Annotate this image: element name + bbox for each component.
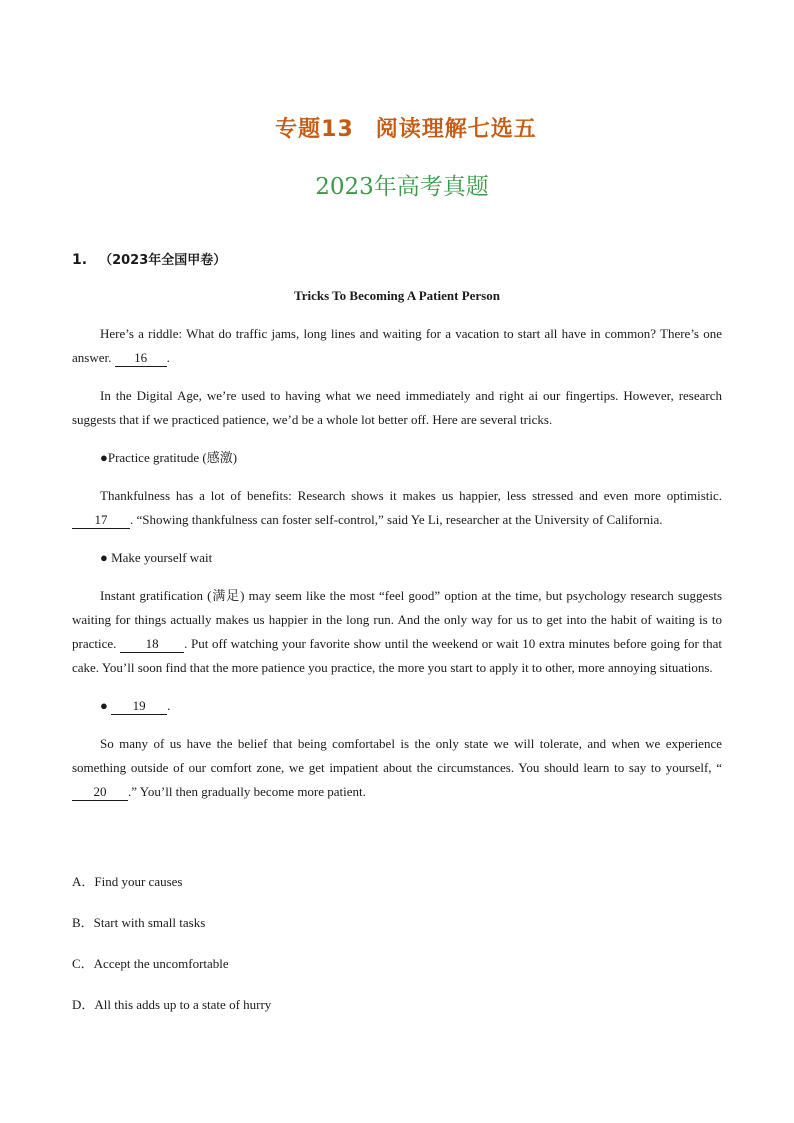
paragraph-4: Instant gratification (满足) may seem like the most “feel good” option at the time, but psychology research suggests waiting for things actually makes us happier in the long run. And the only way for us to get into the habit of waiting is to practice. 18 . Put off watching your favorite show until the weekend or wait 10 extra minutes before going for that cake. You’ll soon find that the more patience you practice, the more you start to apply it to other, more annoying situations. — [72, 588, 722, 675]
bullet-practice-gratitude: ●Practice gratitude (感激) — [100, 450, 238, 465]
answer-options — [72, 873, 271, 1037]
paragraph-3: Thankfulness has a lot of benefits: Research shows it makes us happier, less stressed and even more optimistic. 17 . “Showing thankfulness can foster self-control,” said Ye Li, researcher at the University of California. — [72, 484, 722, 532]
paragraph-5: So many of us have the belief that being comfortabel is the only state we will tolerate, and when we experience something outside of our comfort zone, we get impatient about the circumstances. You should learn to say to yourself, “20 .” You’ll then gradually become more patient. — [72, 736, 722, 799]
option-c: C．Accept the uncomfortable — [72, 956, 229, 971]
paragraph-2: In the Digital Age, we’re used to having what we need immediately and right ai our fingertips. However, research suggests that if we practiced patience, we’d be a whole lot better off. Here are several tricks. — [72, 388, 722, 427]
question-number: 1. — [72, 252, 88, 268]
blank-16: 16 — [115, 350, 167, 367]
question-header — [72, 249, 226, 268]
paragraph-1: Here’s a riddle: What do traffic jams, long lines and waiting for a vacation to start all have in common? There’s one answer. 16 . — [72, 326, 722, 365]
blank-20: 20 — [72, 784, 128, 801]
option-d: D．All this adds up to a state of hurry — [72, 997, 272, 1012]
question-source: （2023年全国甲卷） — [99, 253, 227, 268]
blank-17: 17 — [72, 512, 130, 529]
blank-18: 18 — [120, 636, 184, 653]
page-subtitle: 2023年高考真题 — [315, 174, 489, 200]
title-topic-number: 专题13 — [275, 117, 354, 142]
bullet-blank-19: ● 19 . — [100, 698, 171, 713]
title-topic-name: 阅读理解七选五 — [375, 117, 537, 142]
bullet-make-yourself-wait: ● Make yourself wait — [100, 550, 213, 565]
page-title — [0, 112, 794, 143]
passage-title: Tricks To Becoming A Patient Person — [294, 288, 500, 303]
blank-19: 19 — [111, 698, 167, 715]
option-b: B．Start with small tasks — [72, 915, 206, 930]
passage-body — [72, 322, 722, 818]
option-a: A．Find your causes — [72, 874, 183, 889]
